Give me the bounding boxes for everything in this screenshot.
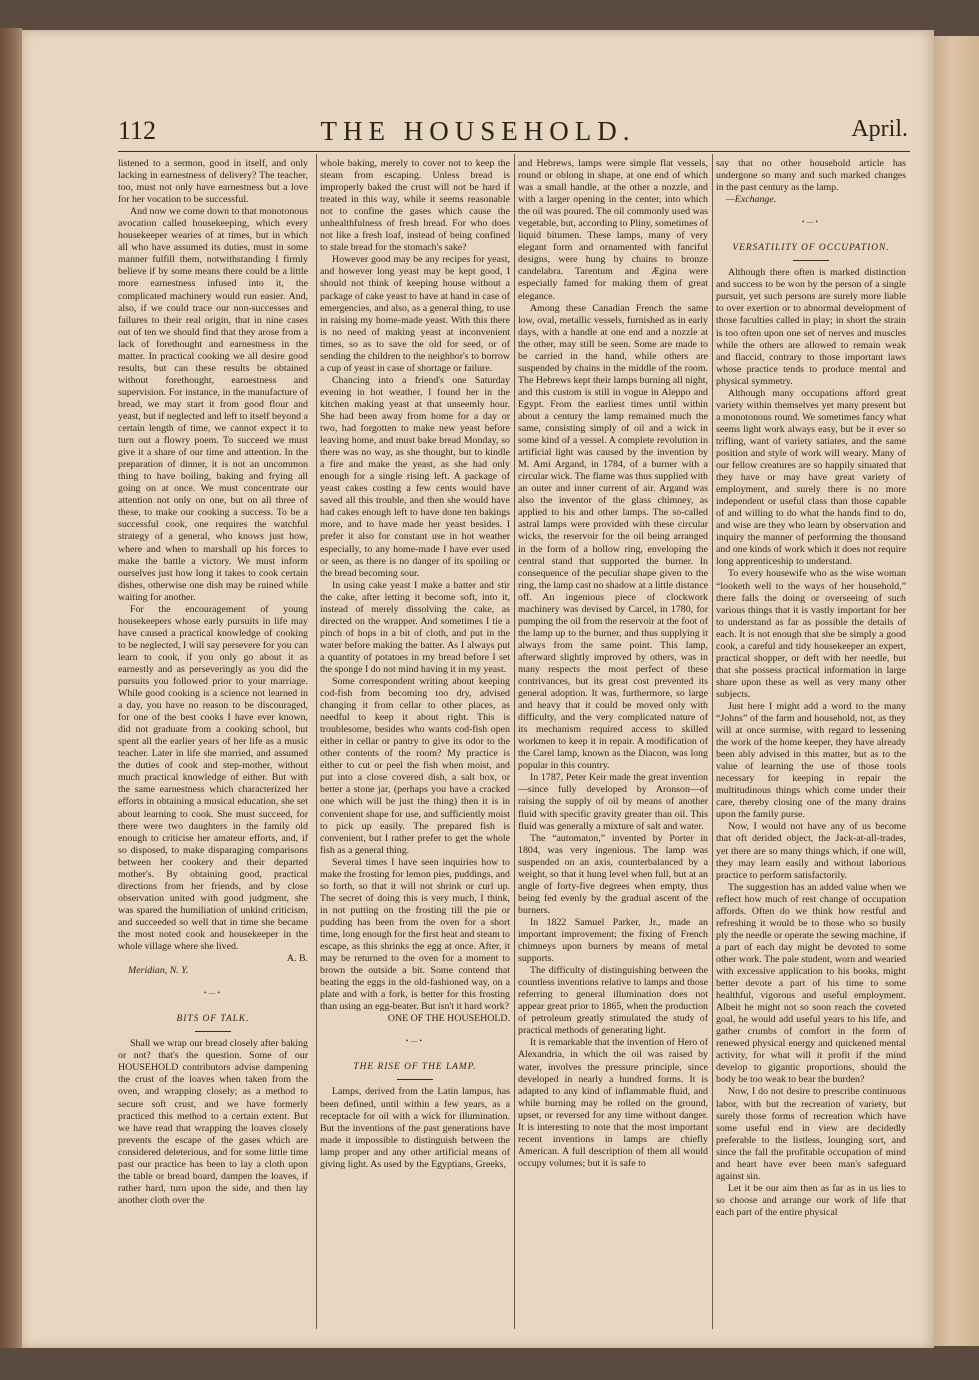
article-paragraph: Although there often is marked distinction and success to be won by the person of a single pursuit, yet such persons are surely more liable to over exertion or to abnormal development of those faculties called in play; in short the strain is too often upon one set of nerves and muscles while the others are allowed to remain weak and flaccid, contrary to those important laws whose practice tends to produce mental and physical symmetry.: [716, 267, 906, 387]
article-paragraph: In 1822 Samuel Parker, Jr., made an important improvement; the fixing of French chimneys upon burners by means of metal supports.: [518, 916, 708, 965]
book-binding: [0, 28, 22, 1348]
page-number: 112: [118, 116, 157, 145]
article-heading: THE RISE OF THE LAMP.: [353, 1062, 477, 1073]
article-paragraph: Although many occupations afford great variety within themselves yet many present but a monotonous round. We sometimes fancy what seems light work always easy, but be it ever so trifling, want of variety satiates, and the same position and style of work will weary. Many of our fellow creatures are so happily situated that they have or may have great variety of employment, and surely there is no more independent or useful class than those capable of and willing to do what the hands find to do, and wise are they who learn by observation and inquiry the manner of performing the thousand and one kinds of work which it does not require long apprenticeship to understand.: [716, 387, 906, 568]
column-rule: [316, 154, 317, 1329]
issue-month: April.: [851, 116, 908, 142]
article-paragraph: In using cake yeast I make a batter and stir the cake, after letting it become soft, into it, instead of merely dissolving the cake, as directed on the wrapper. And sometimes I tie a pinch of hops in a bit of cloth, and put in the water before making the batter. As I always put a quantity of potatoes in my bread before I set the sponge I do not mind having it in my yeast.: [320, 579, 510, 675]
section-ornament: •—•: [406, 1037, 424, 1046]
author-signature: A. B.: [286, 953, 308, 965]
text-column-1: [118, 158, 308, 1207]
article-paragraph: And now we come down to that monotonous avocation called housekeeping, which every housekeeper wearies of at times, but in which all who have assumed its duties, must in some manner fulfill them, notwithstanding I firmly believe if by some means there could be a little more earnestness infused into it, the complicated machinery would run easier. And, also, if we could trace our non-successes and failures to their real origin, that in nine cases out of ten we should find that they arose from a lack of forethought and earnestness in the matter. In practical cooking we all desire good results, but can these results be obtained without forethought, earnestness and supervision. For instance, in the manufacture of bread, we may start it from good flour and yeast, but if neglected and left to itself beyond a certain length of time, we cannot expect it to turn out a flowry poem. To succeed we must give it a share of our time and attention. In the preparation of dinner, it is not an uncommon thing to have boiling, baking and frying all going on at once. We must concentrate our attention not only on one, but on all three of these, to make our cooking a success. To be a successful cook, one requires the watchful strategy of a general, who knows just how, where and when to marshall up his forces to make the battle a victory. We must inform ourselves just how long it takes to cook certain dishes, otherwise one dish may be ruined while waiting for another.: [118, 206, 308, 603]
article-paragraph: listened to a sermon, good in itself, and only lacking in earnestness of delivery? The teacher, too, must not only have earnestness but a love for her vocation to be successful.: [118, 158, 308, 206]
article-paragraph: It is remarkable that the invention of Hero of Alexandria, in which the oil was raised by water, involves the pressure principle, since developed in nearly a hundred forms. It is adapted to any kind of inflammable fluid, and while burning may be rolled on the ground, upset, or reversed for any time without danger. It is interesting to note that the most important recent inventions in lamps are chiefly American. A full description of them all would occupy volumes; but it is safe to: [518, 1037, 708, 1169]
heading-rule: [793, 260, 829, 261]
text-column-2: [320, 158, 510, 1171]
article-heading: VERSATILITY OF OCCUPATION.: [732, 243, 890, 254]
article-heading: BITS OF TALK.: [176, 1014, 250, 1025]
margin-stamp: [26, 280, 36, 520]
author-signature: ONE OF THE HOUSEHOLD.: [387, 1013, 510, 1025]
article-paragraph: whole baking, merely to cover not to keep the steam from escaping. Unless bread is improperly baked the crust will not be hard if treated in this way, while it seems reasonable not to confine the gases which cause the unhealthfulness of fresh bread. For who does not like a fresh loaf, instead of being confined to stale bread for the stomach's sake?: [320, 158, 510, 254]
article-paragraph: Now, I do not desire to prescribe continuous labor, with but the recreation of variety, but surely those forms of recreation which have some useful end in view are decidedly preferable to the listless, lounging sort, and since the fall the profitable occupation of mind and heart have ever been man's safeguard against sin.: [716, 1086, 906, 1182]
article-paragraph: Among these Canadian French the same low, oval, metallic vessels, furnished as in early days, with a handle at one end and a nozzle at the other, may still be seen. Some are made to be carried in the hand, while others are suspended by chains in the middle of the room. The Hebrews kept their lamps burning all night, and this custom is still in vogue in Aleppo and Egypt. From the earliest times until within about a century the lamp remained much the same, consisting simply of oil and a wick in some kind of a vessel. A complete revolution in artificial light was caused by the invention by M. Ami Argand, in 1784, of a burner with a circular wick. The flame was thus supplied with an outer and inner current of air. Argand was also the inventor of the glass chimney, as applied to his and other lamps. The so-called astral lamps were provided with these circular wicks, the reservoir for the oil being arranged in the form of a hollow ring, enveloping the central stand that supported the burner. In consequence of the peculiar shape given to the ring, the lamp cast no shadow at a little distance off. An ingenious piece of clockwork machinery was devised by Carcel, in 1780, for pumping the oil from the reservoir at the foot of the lamp up to the burner, and thus supplying it always from the same point. This lamp, afterward slightly improved by others, was in many respects the most perfect of these contrivances, but its great cost prevented its general adoption. It was, furthermore, so large and heavy that it could be moved only with difficulty, and the very complicated nature of its mechanism required access to skilled workmen to keep it in repair. A modification of the Carel lamp, known as the Diacon, was long popular in this country.: [518, 302, 708, 772]
next-page-edge: [934, 36, 979, 1346]
article-paragraph: The difficulty of distinguishing between the countless inventions relative to lamps and those referring to general illumination does not appear great prior to 1865, when the production of petroleum greatly stimulated the study of practical methods of generating light.: [518, 965, 708, 1037]
article-paragraph: and Hebrews, lamps were simple flat vessels, round or oblong in shape, at one end of which was a small handle, at the other a nozzle, and with a larger opening in the center, into which the oil was poured. The oil commonly used was vegetable, but, according to Pliny, sometimes of liquid bitumen. These lamps, many of very elegant form and ornamented with fanciful designs, were hung by chains to bronze candelabra. Tarentum and Ægina were especially famed for making them of great elegance.: [518, 158, 708, 302]
article-paragraph: For the encouragement of young housekeepers whose early pursuits in life may have caused a practical knowledge of cooking to be neglected, I will say persevere for you can learn to cook, if you only go about it as earnestly and as perseveringly as you did the pursuits you followed prior to your marriage. While good cooking is a science not learned in a day, you have no reason to be discouraged, for one of the best cooks I have ever known, did not graduate from a cooking school, but spent all the earlier years of her life as a music teacher. Later in life she married, and assumed the duties of cook and step-mother, without much practical knowledge of either. But with the same earnestness which characterized her efforts in obtaining a musical education, she set about learning to cook. She must succeed, for there were two daughters in the family old enough to criticise her amateur efforts, and, if so disposed, to make disparaging comparisons between her cookery and their departed mother's. By obtaining good, practical directions from her friends, and by close observation united with good judgment, she was spared the humiliation of unkind criticism, and succeeded so well that in time she became the most noted cook and housekeeper in the whole village where she lived.: [118, 603, 308, 953]
article-paragraph: say that no other household article has undergone so many and such marked changes in the past century as the lamp.: [716, 158, 906, 194]
article-paragraph: Just here I might add a word to the many “Johns” of the farm and household, not, as they will at once surmise, with regard to lessening the work of the home keeper, they have already been ably advised in this matter, but as to the value of learning the use of those tools necessary for keeping in repair the multitudinous things which come under their care, thereby closing one of the many drains upon the family purse.: [716, 700, 906, 821]
magazine-page: [22, 30, 934, 1348]
heading-rule: [195, 1031, 231, 1032]
article-paragraph: The suggestion has an added value when we reflect how much of rest change of occupation affords. Often do we think how restful and refreshing it would be to those who so busily ply the needle or operate the sewing machine, if a part of each day might be devoted to some other work. The pale student, worn and wearied with excessive application to his books, might better devote a part of his time to some healthful, vigorous and useful employment. Albeit he might not so soon reach the coveted goal, he would add useful years to his life, and gather crumbs of comfort in the form of renewed physical energy and quickened mental activity, for what will it profit if the mind develop to gigantic proportions, should the body be too weak to bear the burden?: [716, 881, 906, 1086]
text-column-4: [716, 158, 906, 1219]
column-rule: [514, 154, 515, 1329]
article-paragraph: Shall we wrap our bread closely after baking or not? that's the question. Some of our HOUSEHOLD contributors advise dampening the crust of the loaves when taken from the oven, and wrapping closely; as a method to secure soft crust, and we have formerly practiced this method to a certain extent. But we have read that wrapping the loaves closely prevents the escape of the gases which are considered deleterious, and for some little time past our practice has been to lay a cloth upon the table or bread board, dampen the loaves, if rather hard, turn upon the side, and then lay another cloth over the: [118, 1038, 308, 1206]
page-header: [22, 116, 934, 152]
article-paragraph: The “automaton,” invented by Porter in 1804, was very ingenious. The lamp was suspended on an axis, counterbalanced by a weight, so that it hung level when full, but at an angle of forty-five degrees when empty, thus being fed evenly by the gradual ascent of the burners.: [518, 832, 708, 916]
bleed-through-text: [940, 106, 978, 107]
article-paragraph: Some correspondent writing about keeping cod-fish from becoming too dry, advised changing it from cellar to other places, as needful to keep it about right. This is troublesome, besides who wants cod-fish open either in cellar or pantry to give its odor to the other contents of the room? My practice is either to cut or peel the fish when moist, and put into a close covered dish, a salt box, or better a stone jar, (perhaps you have a cracked one which will be just the thing) then it is in convenient shape for use, and sufficiently moist to pick up easily. The prepared fish is convenient, but I rather prefer to get the whole fish as a general thing.: [320, 676, 510, 856]
article-source: —Exchange.: [726, 194, 777, 206]
article-paragraph: However good may be any recipes for yeast, and however long yeast may be kept good, I should not think of keeping house without a package of cake yeast to have at hand in case of emergencies, and also, as a general thing, to use in raising my home-made yeast. With this there is no need of making yeast at inconvenient times, so as to save the old for seed, or of sending the children to the neighbor's to borrow a cup of yeast in case of shortage or failure.: [320, 254, 510, 374]
author-location: Meridian, N. Y.: [128, 965, 189, 977]
article-paragraph: Chancing into a friend's one Saturday evening in hot weather, I found her in the kitchen making yeast at that unseemly hour. She had been away from home for a day or two, had forgotten to make new yeast before leaving home, and must bake bread Monday, so there was no way, as she thought, but to kindle a fire and make the yeast, as she had only enough for a single rising left. A package of yeast cakes costing a few cents would have saved all this trouble, and then she would have had cakes enough left to have done ten bakings more, and to have made her yeast besides. I prefer it also for constant use in hot weather especially, to any home-made I have ever used or seen, as there is no danger of its spoiling or the bread becoming sour.: [320, 374, 510, 579]
article-paragraph: Let it be our aim then as far as in us lies to so choose and arrange our work of life that each part of the entire physical: [716, 1182, 906, 1218]
header-rule: [118, 151, 910, 152]
heading-rule: [397, 1079, 433, 1080]
article-paragraph: Several times I have seen inquiries how to make the frosting for lemon pies, puddings, and so forth, so that it will not shrink or curl up. The secret of doing this is very much, I think, in not putting on the frosting till the pie or pudding has been from the oven for a short time, long enough for the first heat and steam to escape, as this shrinks the egg at once. After, it may be returned to the oven for a moment to brown the outside a bit. Some contend that beating the eggs in the old-fashioned way, on a plate and with a fork, is better for this frosting than using an egg-beater. But isn't it hard work?: [320, 856, 510, 1013]
section-ornament: •—•: [802, 218, 820, 227]
article-paragraph: Now, I would not have any of us become that oft derided object, the Jack-at-all-trades, yet there are so many things which, if one will, they may learn easily and without laborious practice to perform satisfactorily.: [716, 821, 906, 881]
article-paragraph: In 1787, Peter Keir made the great invention—since fully developed by Aronson—of raising the supply of oil by means of another fluid with specific gravity greater than oil. This fluid was generally a mixture of salt and water.: [518, 772, 708, 832]
article-paragraph: To every housewife who as the wise woman “looketh well to the ways of her household,” there falls the doing or overseeing of such various things that it is vastly important for her to understand as far as possible the details of each. It is not enough that she be simply a good cook, a careful and tidy housekeeper an expert, practical shopper, or deft with her needle, but that she possess practical information in large share upon these as well as very many other subjects.: [716, 568, 906, 700]
running-title: THE HOUSEHOLD.: [320, 116, 636, 146]
section-ornament: •—•: [204, 989, 222, 998]
text-column-3: [518, 158, 708, 1170]
article-paragraph: Lamps, derived from the Latin lampus, has been defined, until within a few years, as a receptacle for oil with a wick for illumination. But the inventions of the past generations have made it impossible to distinguish between the lamp proper and any other artificial means of giving light. As used by the Egyptians, Greeks,: [320, 1086, 510, 1170]
column-rule: [712, 154, 713, 1329]
